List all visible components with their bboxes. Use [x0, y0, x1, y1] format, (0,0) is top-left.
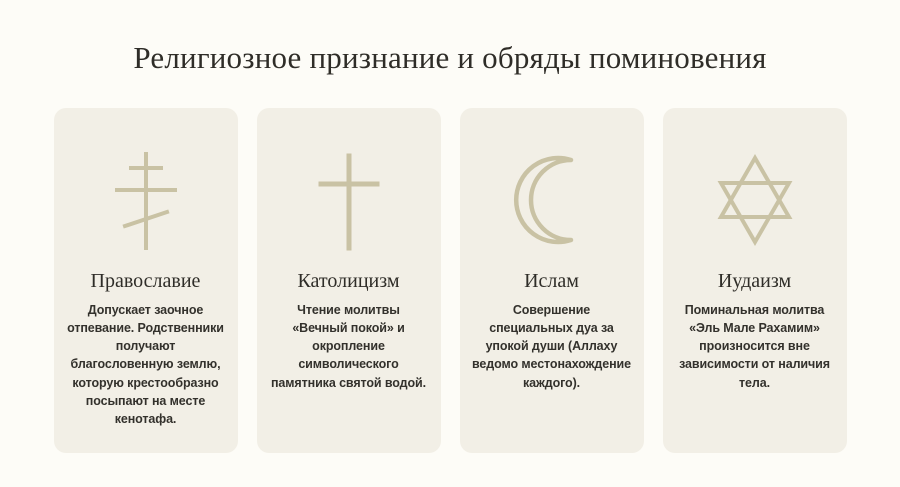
- card-islam: [460, 108, 644, 453]
- card-title: Католицизм: [297, 270, 400, 292]
- orthodox-cross-icon: [109, 130, 183, 270]
- card-judaism: [663, 108, 847, 453]
- card-title: Ислам: [524, 270, 579, 292]
- card-title: Иудаизм: [717, 270, 792, 292]
- card-text: Чтение молитвы «Вечный покой» и окропление символического памятника святой водой.: [270, 303, 426, 390]
- page-title: Религиозное признание и обряды поминовения: [133, 40, 767, 75]
- latin-cross-icon: [312, 130, 386, 270]
- cards-container: [0, 108, 900, 453]
- card-text: Допускает заочное отпевание. Родственники получают благословенную землю, которую крестообразно посыпают на месте кенотафа.: [67, 303, 224, 426]
- crescent-moon-icon: [509, 130, 595, 270]
- card-title: Православие: [90, 270, 201, 292]
- card-text: Совершение специальных дуа за упокой души (Аллаху ведомо местонахождение каждого).: [472, 303, 631, 390]
- star-of-david-icon: [707, 130, 803, 270]
- card-text: Поминальная молитва «Эль Мале Рахамим» произносится вне зависимости от наличия тела.: [679, 303, 830, 390]
- card-catholicism: [257, 108, 441, 453]
- card-orthodoxy: [54, 108, 238, 453]
